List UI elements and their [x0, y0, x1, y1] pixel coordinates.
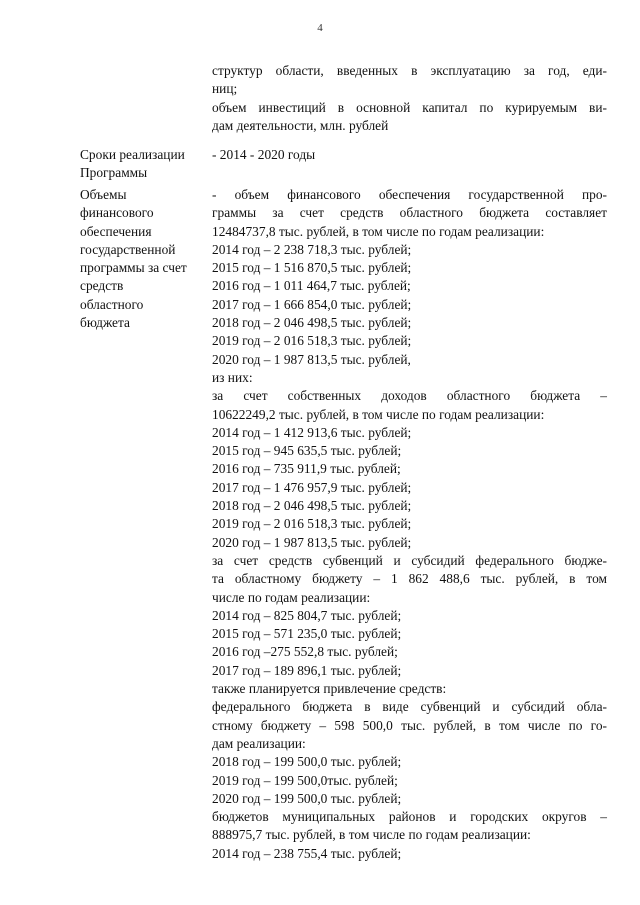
text-line: за счет собственных доходов областного бюджета –	[212, 388, 607, 404]
text-line: 2019 год – 2 016 518,3 тыс. рублей;	[212, 333, 412, 349]
text-line: 2020 год – 199 500,0 тыс. рублей;	[212, 790, 402, 806]
label-line: Программы	[80, 165, 148, 181]
label-line: государственной	[80, 241, 176, 257]
text-line: из них:	[212, 369, 253, 385]
text-line: 2018 год – 2 046 498,5 тыс. рублей;	[212, 315, 412, 331]
label-line: бюджета	[80, 315, 130, 331]
text-line: стному бюджету – 598 500,0 тыс. рублей, в том числе по го-	[212, 717, 607, 733]
text-line: 10622249,2 тыс. рублей, в том числе по годам реализации:	[212, 406, 545, 422]
text-line: 2014 год – 1 412 913,6 тыс. рублей;	[212, 424, 412, 440]
text-line: 2017 год – 189 896,1 тыс. рублей;	[212, 662, 402, 678]
timing-value	[212, 146, 607, 164]
text-line: федерального бюджета в виде субвенций и субсидий обла-	[212, 699, 607, 715]
label-line: Объемы	[80, 187, 127, 202]
label-line: областного	[80, 296, 144, 312]
text-line: объем инвестиций в основной капитал по курируемым ви-	[212, 99, 607, 115]
text-line: граммы за счет средств областного бюджета составляет	[212, 205, 607, 221]
text-line: 2015 год – 945 635,5 тыс. рублей;	[212, 443, 402, 459]
timing-label	[80, 146, 205, 183]
text-line: 2014 год – 825 804,7 тыс. рублей;	[212, 607, 402, 623]
text-line: структур области, введенных в эксплуатацию за год, еди-	[212, 63, 607, 78]
text-line: - 2014 - 2020 годы	[212, 147, 316, 162]
page-number: 4	[317, 22, 323, 34]
text-line: 2020 год – 1 987 813,5 тыс. рублей,	[212, 351, 411, 367]
text-line: 2017 год – 1 476 957,9 тыс. рублей;	[212, 479, 412, 495]
text-line: 2018 год – 2 046 498,5 тыс. рублей;	[212, 498, 412, 514]
text-line: ниц;	[212, 81, 238, 97]
text-line: также планируется привлечение средств:	[212, 681, 447, 697]
text-line: 2016 год –275 552,8 тыс. рублей;	[212, 644, 398, 660]
label-line: средств	[80, 278, 124, 294]
text-line: 2015 год – 571 235,0 тыс. рублей;	[212, 626, 402, 642]
text-line: 2018 год – 199 500,0 тыс. рублей;	[212, 754, 402, 770]
text-line: числе по годам реализации:	[212, 589, 371, 605]
text-line: дам деятельности, млн. рублей	[212, 117, 389, 133]
text-line: 12484737,8 тыс. рублей, в том числе по годам реализации:	[212, 223, 545, 239]
label-line: финансового	[80, 205, 154, 221]
text-line: 2017 год – 1 666 854,0 тыс. рублей;	[212, 296, 412, 312]
funding-text	[212, 186, 607, 863]
text-line: 2020 год – 1 987 813,5 тыс. рублей;	[212, 534, 412, 550]
text-line: 2016 год – 1 011 464,7 тыс. рублей;	[212, 278, 411, 294]
label-line: обеспечения	[80, 223, 152, 239]
funding-label	[80, 186, 205, 332]
text-line: 2019 год – 2 016 518,3 тыс. рублей;	[212, 516, 412, 532]
text-line: 2016 год – 735 911,9 тыс. рублей;	[212, 461, 401, 477]
text-line: 2015 год – 1 516 870,5 тыс. рублей;	[212, 260, 412, 276]
text-line: 2014 год – 238 755,4 тыс. рублей;	[212, 845, 402, 861]
text-line: дам реализации:	[212, 735, 306, 751]
text-line: бюджетов муниципальных районов и городских округов –	[212, 809, 607, 825]
text-line: 888975,7 тыс. рублей, в том числе по годам реализации:	[212, 827, 531, 843]
text-line: за счет средств субвенций и субсидий федерального бюдже-	[212, 552, 607, 568]
text-line: 2019 год – 199 500,0тыс. рублей;	[212, 772, 398, 788]
label-line: Сроки реализации	[80, 147, 185, 162]
label-line: программы за счет	[80, 260, 187, 276]
continuation-text	[212, 62, 607, 135]
text-line: 2014 год – 2 238 718,3 тыс. рублей;	[212, 241, 412, 257]
text-line: та областному бюджету – 1 862 488,6 тыс. рублей, в том	[212, 571, 607, 587]
text-line: - объем финансового обеспечения государственной про-	[212, 187, 607, 202]
